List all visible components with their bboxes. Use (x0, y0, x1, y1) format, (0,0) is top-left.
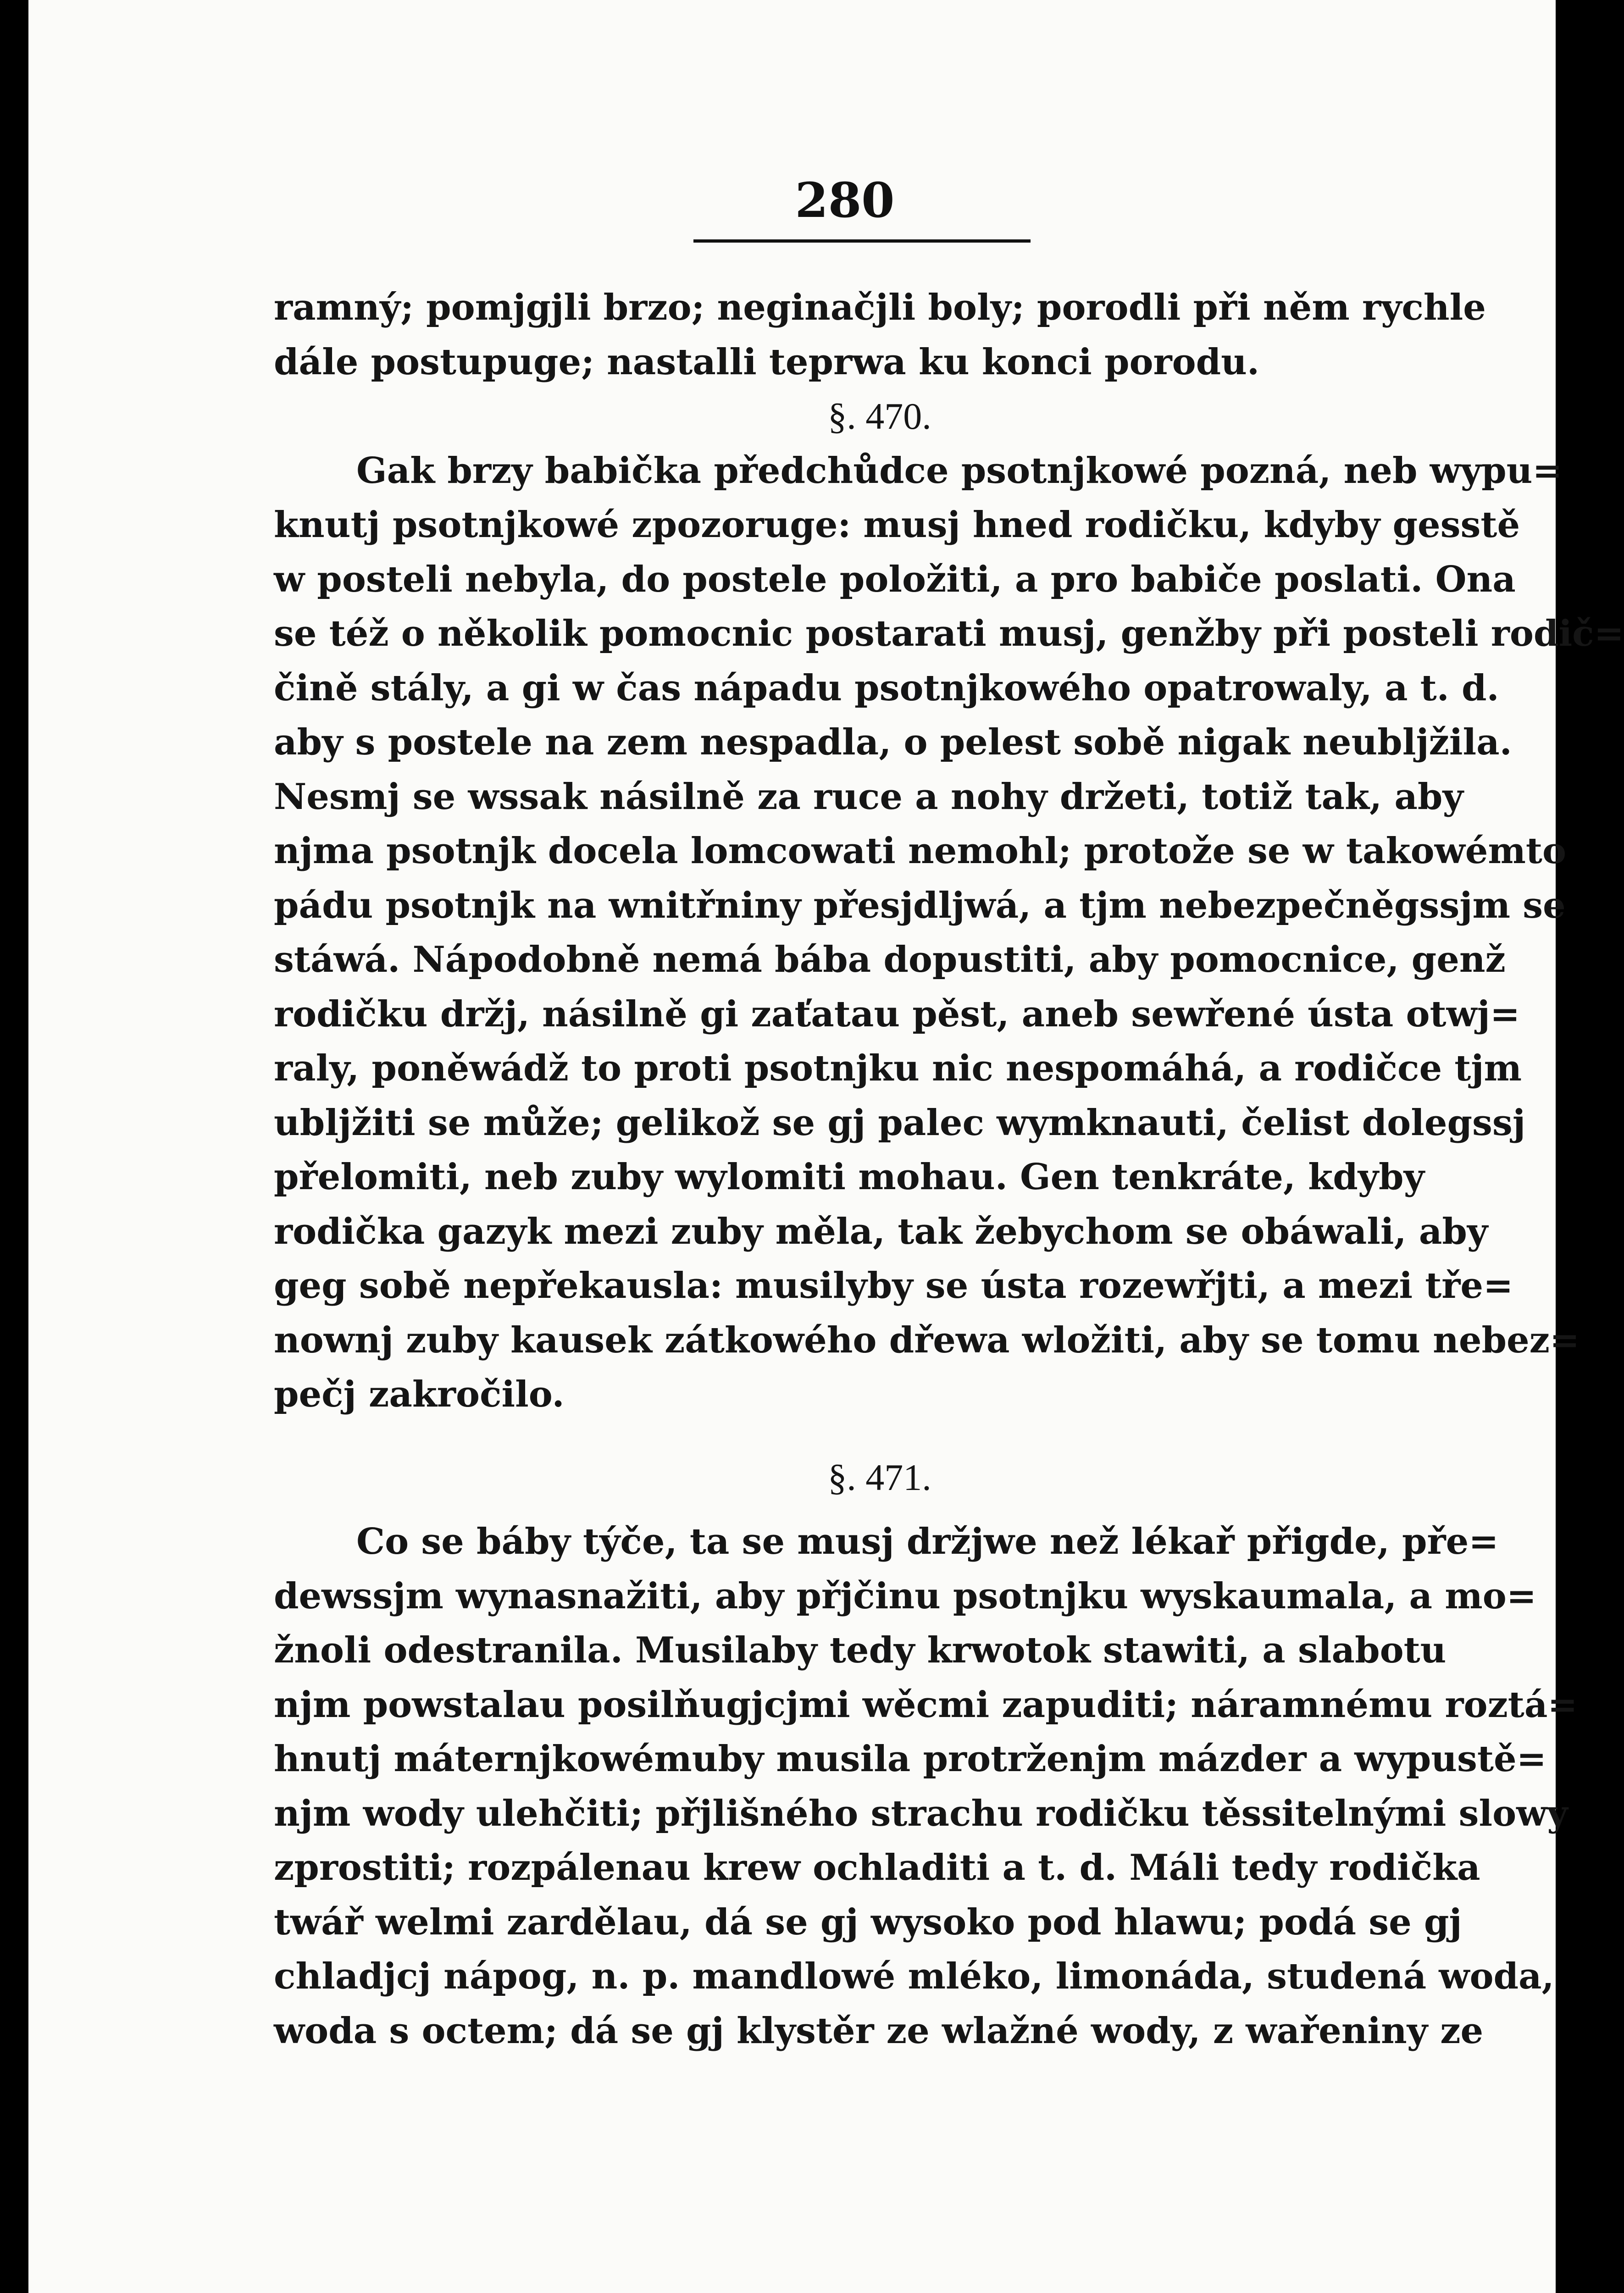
text-line: se též o několik pomocnic postarati musj, genžby při posteli rodič= (274, 613, 1624, 654)
body-text (274, 281, 1624, 2058)
text-line: raly, poněwádž to proti psotnjku nic nespomáhá, a rodičce tjm (274, 1047, 1522, 1089)
text-line: pádu psotnjk na wnitřniny přesjdljwá, a tjm nebezpečněgssjm se (274, 884, 1566, 926)
header-rule (693, 239, 1031, 243)
text-line: njma psotnjk docela lomcowati nemohl; protože se w takowémto (274, 830, 1566, 872)
text-line: rodička gazyk mezi zuby měla, tak žebychom se obáwali, aby (274, 1210, 1488, 1252)
text-line: w posteli nebyla, do postele položiti, a pro babiče poslati. Ona (274, 558, 1516, 600)
section-471-paragraph (274, 1515, 1578, 2058)
text-line: dewssjm wynasnažiti, aby přjčinu psotnjku wyskaumala, a mo= (274, 1575, 1537, 1617)
text-line: pečj zakročilo. (274, 1374, 565, 1415)
book-page (28, 0, 1624, 2293)
section-heading-470: §. 470. (828, 395, 931, 437)
text-line: zprostiti; rozpálenau krew ochladiti a t. d. Máli tedy rodička (274, 1847, 1480, 1889)
text-line: aby s postele na zem nespadla, o pelest sobě nigak neubljžila. (274, 721, 1512, 763)
text-line: njm powstalau posilňugjcjmi wěcmi zapuditi; náramnému roztá= (274, 1684, 1578, 1726)
page-number: 280 (795, 172, 895, 228)
text-line: stáwá. Nápodobně nemá bába dopustiti, aby pomocnice, genž (274, 939, 1506, 980)
text-line: Co se báby týče, ta se musj držjwe než lékař přigde, pře= (356, 1521, 1499, 1562)
text-line: Gak brzy babička předchůdce psotnjkowé pozná, neb wypu= (356, 449, 1563, 492)
continuation-paragraph (274, 281, 1486, 389)
text-line: geg sobě nepřekausla: musilyby se ústa rozewřjti, a mezi tře= (274, 1265, 1513, 1307)
text-line: žnoli odestranila. Musilaby tedy krwotok stawiti, a slabotu (274, 1629, 1447, 1671)
text-line: twář welmi zardělau, dá se gj wysoko pod hlawu; podá se gj (274, 1901, 1462, 1943)
text-line: Nesmj se wssak násilně za ruce a nohy držeti, totiž tak, aby (274, 775, 1463, 818)
text-line: čině stály, a gi w čas nápadu psotnjkowého opatrowaly, a t. d. (274, 667, 1499, 709)
text-line: přelomiti, neb zuby wylomiti mohau. Gen tenkráte, kdyby (274, 1156, 1424, 1198)
text-line: rodičku držj, násilně gi zaťatau pěst, aneb sewřené ústa otwj= (274, 993, 1520, 1035)
text-line: chladjcj nápog, n. p. mandlowé mléko, limonáda, studená woda, (274, 1955, 1554, 1997)
text-line: njm wody ulehčiti; přjlišného strachu rodičku těssitelnými slowy (274, 1792, 1568, 1834)
text-line: ubljžiti se může; gelikož se gj palec wymknauti, čelist dolegssj (274, 1102, 1526, 1144)
section-470-paragraph (274, 444, 1624, 1422)
text-line: hnutj máternjkowémuby musila protrženjm mázder a wypustě= (274, 1738, 1546, 1780)
section-heading-471: §. 471. (828, 1456, 931, 1498)
text-line: dále postupuge; nastalli teprwa ku konci porodu. (274, 341, 1260, 383)
text-line: knutj psotnjkowé zpozoruge: musj hned rodičku, kdyby gesstě (274, 504, 1520, 546)
text-line: nownj zuby kausek zátkowého dřewa wložiti, aby se tomu nebez= (274, 1319, 1580, 1361)
text-line: ramný; pomjgjli brzo; neginačjli boly; porodli při něm rychle (274, 287, 1486, 328)
text-line: woda s octem; dá se gj klystěr ze wlažné wody, z wařeniny ze (274, 2010, 1484, 2052)
